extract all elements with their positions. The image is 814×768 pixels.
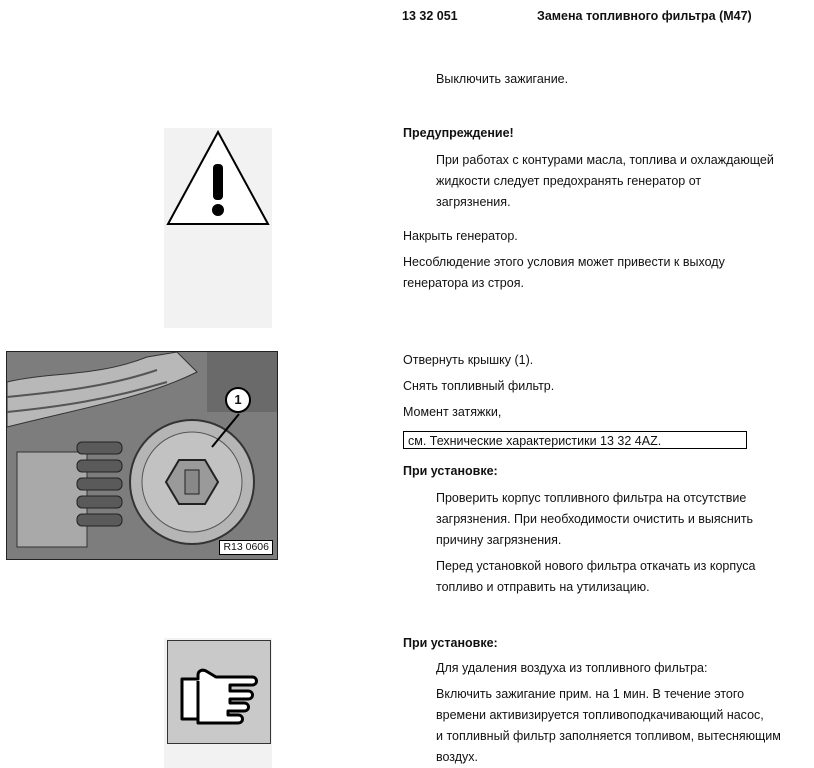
note-panel: [164, 638, 272, 768]
drain-line: Перед установкой нового фильтра откачать из корпуса: [436, 559, 756, 573]
callout-1: 1: [225, 387, 251, 413]
consequence-line: Несоблюдение этого условия может привести к выходу: [403, 255, 725, 269]
remove-filter-text: Снять топливный фильтр.: [403, 379, 555, 393]
cover-generator-text: Накрыть генератор.: [403, 229, 518, 243]
warning-line: При работах с контурами масла, топлива и охлаждающей: [436, 153, 774, 167]
drain-line: топливо и отправить на утилизацию.: [436, 580, 650, 594]
warning-line: загрязнения.: [436, 195, 511, 209]
install-heading-1: При установке:: [403, 464, 498, 478]
ignition-line: воздух.: [436, 750, 479, 764]
doc-number: 13 32 051: [402, 9, 458, 23]
pointing-hand-icon: [168, 641, 270, 743]
check-line: загрязнения. При необходимости очистить и выяснить: [436, 512, 754, 526]
warning-line: жидкости следует предохранять генератор от: [436, 174, 702, 188]
ignition-line: времени активизируется топливоподкачивающий насос,: [436, 708, 764, 722]
consequence-text: [403, 252, 725, 294]
warning-triangle-icon: [164, 128, 272, 232]
check-line: Проверить корпус топливного фильтра на отсутствие: [436, 491, 747, 505]
ignition-line: Включить зажигание прим. на 1 мин. В течение этого: [436, 687, 745, 701]
step-ignition-off: Выключить зажигание.: [436, 72, 569, 86]
check-housing-text: [436, 488, 753, 551]
page-title: Замена топливного фильтра (М47): [537, 9, 752, 23]
warning-heading: Предупреждение!: [403, 126, 514, 140]
consequence-line: генератора из строя.: [403, 276, 524, 290]
unscrew-cover-text: Отвернуть крышку (1).: [403, 353, 534, 367]
torque-reference-link[interactable]: см. Технические характеристики 13 32 4AZ.: [403, 431, 747, 449]
warning-panel: [164, 128, 272, 328]
install-heading-2: При установке:: [403, 636, 498, 650]
ignition-line: и топливный фильтр заполняется топливом, вытесняющим: [436, 729, 781, 743]
air-removal-intro: Для удаления воздуха из топливного фильтра:: [436, 661, 708, 675]
torque-text: Момент затяжки,: [403, 405, 502, 419]
check-line: причину загрязнения.: [436, 533, 562, 547]
drain-fuel-text: [436, 556, 755, 598]
fuel-filter-photo: [6, 351, 278, 560]
note-frame: [167, 640, 271, 744]
figure-label: R13 0606: [219, 540, 273, 555]
warning-text: [436, 150, 774, 213]
engine-photo-illustration: [7, 352, 277, 559]
ignition-on-text: [436, 684, 781, 768]
